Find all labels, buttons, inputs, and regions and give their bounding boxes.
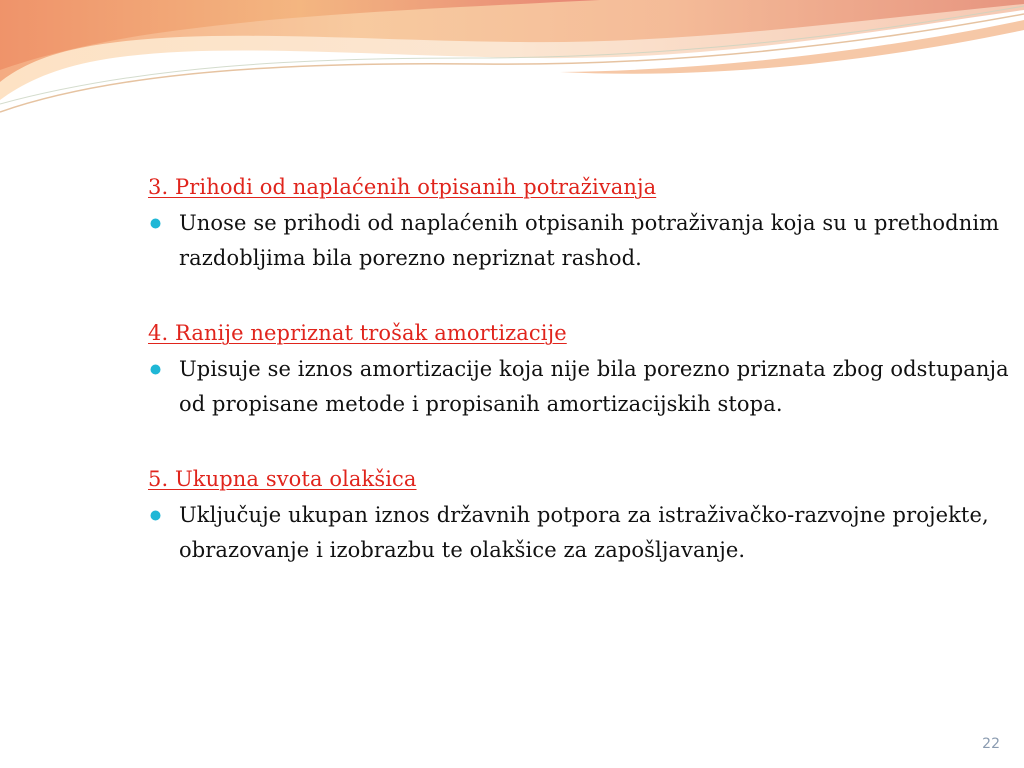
section-3-heading: 3. Prihodi od naplaćenih otpisanih potraživanja <box>148 175 657 199</box>
section-4-heading: 4. Ranije nepriznat trošak amortizacije <box>148 321 567 345</box>
section-5-bullet <box>146 498 1018 568</box>
section-4-bullet <box>146 352 1018 422</box>
section-4 <box>148 318 1018 422</box>
section-5 <box>148 464 1018 568</box>
section-4-bullet-text: Upisuje se iznos amortizacije koja nije bila porezno priznata zbog odstupanja od propisane metode i propisanih amortizacijskih stopa. <box>179 357 1009 416</box>
section-3-bullet <box>146 206 1018 276</box>
section-3-bullet-text: Unose se prihodi od naplaćenih otpisanih potraživanja koja su u prethodnim razdobljima bila porezno nepriznat rashod. <box>179 211 1000 270</box>
bullet-dot-icon <box>150 218 161 229</box>
section-3 <box>148 172 1018 276</box>
section-5-bullet-text: Uključuje ukupan iznos državnih potpora za istraživačko-razvojne projekte, obrazovanje i izobrazbu te olakšice za zapošljavanje. <box>179 503 989 562</box>
section-5-heading: 5. Ukupna svota olakšica <box>148 467 417 491</box>
bullet-dot-icon <box>150 510 161 521</box>
page-number: 22 <box>982 736 1000 752</box>
bullet-dot-icon <box>150 364 161 375</box>
header-wave-decoration <box>0 0 1024 130</box>
slide-content <box>148 172 1018 568</box>
